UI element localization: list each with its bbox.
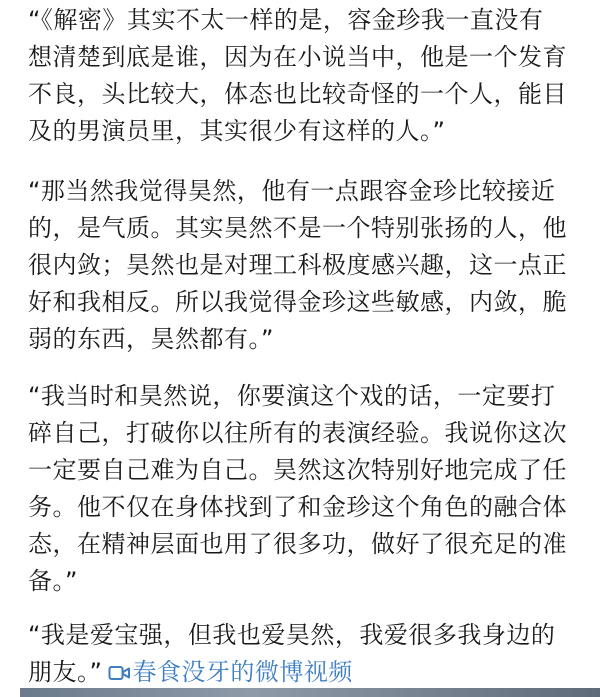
weibo-video-link[interactable] [102,658,353,686]
text-line: “《解密》其实不太一样的是，容金珍我一直没有 [28,6,544,34]
text-line: 好和我相反。所以我觉得金珍这些敏感，内敛，脆 [28,288,567,316]
video-link-label: 春食没牙的微博视频 [132,658,353,686]
quote-paragraph-3 [28,378,588,600]
text-line: “我当时和昊然说，你要演这个戏的话，一定要打 [28,382,556,410]
text-line: 务。他不仅在身体找到了和金珍这个角色的融合体 [28,493,567,521]
text-line: 不良，头比较大，体态也比较奇怪的一个人，能目 [28,80,567,108]
text-line: 态，在精神层面也用了很多功，做好了很充足的准 [28,530,567,558]
text-line: “我是爱宝强，但我也爱昊然，我爱很多我身边的 [28,621,556,649]
text-line: 想清楚到底是谁，因为在小说当中，他是一个发育 [28,43,567,71]
text-line: 碎自己，打破你以往所有的表演经验。我说你这次 [28,419,567,447]
text-line: 弱的东西，昊然都有。” [28,325,274,353]
text-line: 备。” [28,567,78,595]
text-line: “那当然我觉得昊然，他有一点跟容金珍比较接近 [28,177,556,205]
quote-paragraph-1 [28,2,588,150]
text-line: 及的男演员里，其实很少有这样的人。” [28,117,446,145]
text-line: 朋友。” [28,658,103,686]
next-image-preview [20,688,600,697]
text-line: 一定要自己难为自己。昊然这次特别好地完成了任 [28,456,567,484]
text-line: 的，是气质。其实昊然不是一个特别张扬的人，他 [28,214,567,242]
text-line: 很内敛；昊然也是对理工科极度感兴趣，这一点正 [28,251,567,279]
quote-paragraph-2 [28,173,588,358]
quote-paragraph-4 [28,617,588,693]
